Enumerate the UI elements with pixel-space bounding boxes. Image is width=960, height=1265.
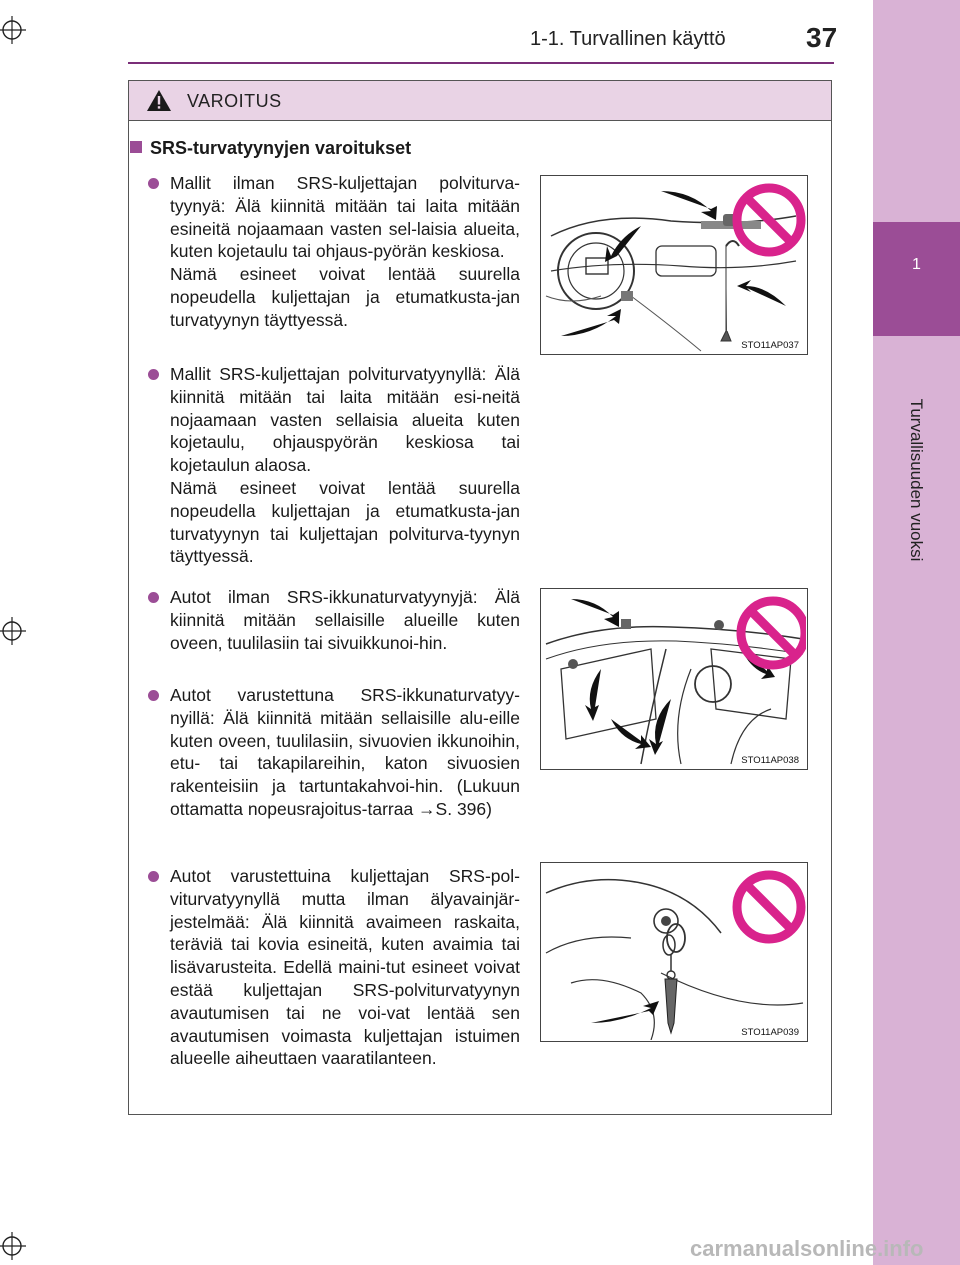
warning-triangle-icon [146,89,172,112]
dashboard-illustration [540,175,808,355]
item-paragraph: Nämä esineet voivat lentää suurella nopeudella kuljettajan ja etumatkusta-jan turvatyynyn tai kuljettajan polviturva-tyynyn täyttyessä. [170,477,520,567]
registration-mark-icon [0,617,26,645]
page-number: 37 [806,22,838,53]
warning-item [148,172,520,332]
registration-mark-icon [0,1232,26,1260]
warning-item [148,586,520,654]
chapter-tab[interactable] [873,222,960,336]
warning-item [148,865,520,1070]
warning-header [129,81,831,121]
interior-illustration [540,588,808,770]
item-paragraph: Autot varustettuina kuljettajan SRS-pol-viturvatyynyllä mutta ilman älyavainjär-jestelmää: Älä kiinnitä avaimeen raskaita, teräviä tai kovia esineitä, kuten avaimia tai lisävarusteita. Edellä maini-tut esineet voivat estää kuljettajan SRS-polviturvatyynyn avautumisen tai ne voi-vat lentää sen avautumisen voimasta kuljettajan istuimen alueelle aiheuttaen vaaratilanteen. [170,866,520,1069]
figure-code: STO11AP039 [741,1027,799,1038]
section-title [130,138,411,159]
item-paragraph: Nämä esineet voivat lentää suurella nopeudella kuljettajan ja etumatkusta-jan turvatyynyn täyttyessä. [170,264,520,330]
warning-item [148,684,520,821]
figure-code: STO11AP038 [741,755,799,766]
bullet-icon [148,178,159,189]
bullet-icon [148,690,159,701]
figure-code: STO11AP037 [741,340,799,351]
key-illustration [540,862,808,1042]
item-paragraph: Mallit ilman SRS-kuljettajan polviturva-tyynyä: Älä kiinnitä mitään tai laita mitään esineitä nojaamaan vasten sel-laisia alueita, kuten kojetaulu tai ohjaus-pyörän keskiosa. [170,173,520,262]
bullet-icon [148,592,159,603]
registration-mark-icon [0,16,26,44]
item-paragraph: Autot varustettuna SRS-ikkunaturvatyy-nyillä: Älä kiinnitä mitään sellaisille alu-eille kuten oveen, tuulilasiin, sivuovien ikkunoihin, etu- tai takapilareihin, katon sivuosien rakenteisiin ja tartuntakahvoi-hin. (Lukuun ottamatta nopeusrajoitus-tarraa →S. 396) [170,685,520,819]
section-square-icon [130,141,142,153]
bullet-icon [148,871,159,882]
section-title-text: SRS-turvatyynyjen varoitukset [150,138,412,158]
warning-label: VAROITUS [187,91,282,111]
section-header: 1-1. Turvallinen käyttö [530,28,726,50]
header-rule [128,62,834,64]
warning-item [148,363,520,568]
watermark: carmanualsonline.info [690,1236,924,1261]
item-paragraph: Autot ilman SRS-ikkunaturvatyynyjä: Älä kiinnitä mitään sellaisille alueille kuten oveen, tuulilasiin tai sivuikkunoi-hin. [170,587,520,653]
chapter-number: 1 [912,256,921,273]
bullet-icon [148,369,159,380]
chapter-label: Turvallisuuden vuoksi [907,398,926,562]
chapter-sidebar [873,0,960,1265]
item-paragraph: Mallit SRS-kuljettajan polviturvatyynyllä: Älä kiinnitä mitään tai laita mitään esi-neitä nojaamaan vasten sellaisia alueita kuten kojetaulu, ohjauspyörän keskiosa tai kojetaulun alaosa. [170,364,520,476]
